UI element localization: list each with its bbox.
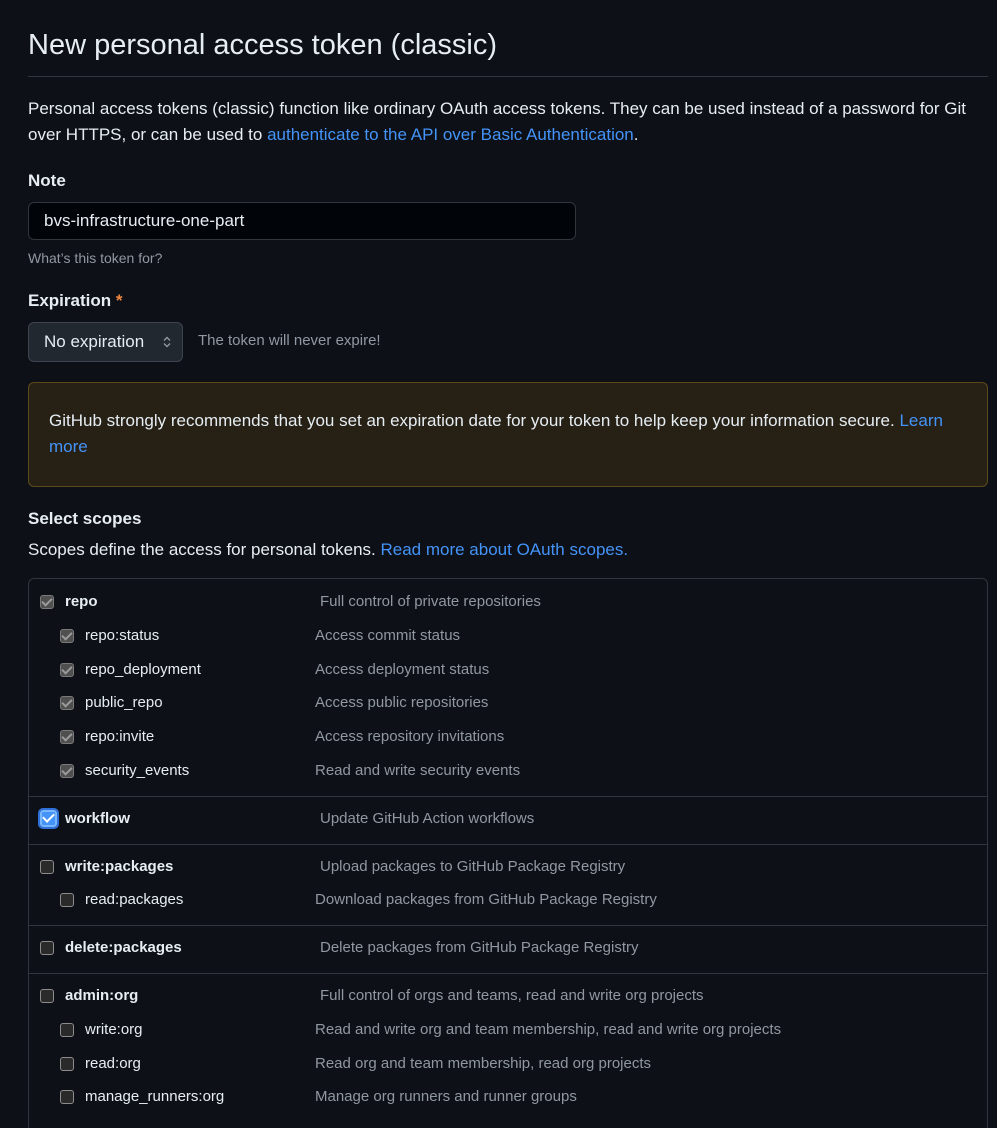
expiration-label: [28, 291, 122, 311]
scope-checkbox[interactable]: [60, 1023, 74, 1037]
scope-description: Read org and team membership, read org projects: [315, 1054, 652, 1072]
scope-name: repo:status: [85, 626, 160, 644]
scope-row-security-events: [29, 760, 987, 784]
title-divider: [28, 76, 988, 77]
scopes-description-text: Scopes define the access for personal tokens.: [28, 540, 381, 559]
scope-description: Download packages from GitHub Package Registry: [315, 891, 657, 909]
required-mark: *: [115, 291, 123, 310]
scope-name: repo_deployment: [85, 660, 201, 678]
scope-row-read-org: [29, 1053, 987, 1077]
expiration-label-text: Expiration: [28, 291, 112, 310]
scope-checkbox[interactable]: [40, 989, 54, 1003]
oauth-scopes-link[interactable]: Read more about OAuth scopes.: [380, 540, 629, 559]
warning-text: GitHub strongly recommends that you set an expiration date for your token to help keep your information secure.: [49, 411, 900, 430]
scope-name: read:packages: [85, 891, 184, 909]
scope-name: repo:invite: [85, 728, 155, 746]
scope-description: Access repository invitations: [315, 728, 505, 746]
scope-checkbox[interactable]: [60, 1090, 74, 1104]
scope-row-public-repo: [29, 692, 987, 716]
scope-name: delete:packages: [65, 939, 182, 957]
scope-checkbox[interactable]: [40, 860, 54, 874]
scope-row-admin-org: [29, 985, 987, 1009]
scope-description: Access public repositories: [315, 694, 489, 712]
expiration-selected-value: No expiration: [44, 332, 145, 351]
scope-row-write-org: [29, 1019, 987, 1043]
scope-checkbox[interactable]: [60, 696, 74, 710]
scope-description: Access deployment status: [315, 660, 490, 678]
scope-row-repo-deployment: [29, 659, 987, 683]
scope-checkbox[interactable]: [40, 941, 54, 955]
learn-more-link[interactable]: Learn more: [49, 411, 943, 456]
scope-group-divider: [29, 925, 987, 926]
expiration-warning: [28, 382, 988, 487]
basic-auth-link[interactable]: authenticate to the API over Basic Authentication: [267, 125, 634, 144]
scope-name: public_repo: [85, 694, 163, 712]
note-label: Note: [28, 171, 66, 190]
scope-name: write:packages: [65, 857, 174, 875]
scope-description: Read and write org and team membership, read and write org projects: [315, 1020, 782, 1038]
scope-checkbox[interactable]: [40, 595, 54, 609]
scope-checkbox[interactable]: [60, 629, 74, 643]
scope-row-workflow: [29, 808, 987, 832]
page-title: New personal access token (classic): [28, 29, 498, 61]
scope-name: write:org: [85, 1020, 143, 1038]
scope-row-manage-runners-org: [29, 1086, 987, 1110]
intro-text: Personal access tokens (classic) function like ordinary OAuth access tokens. They can be used instead of a password for Git over HTTPS, or can be used to: [28, 99, 966, 144]
scope-description: Full control of private repositories: [320, 593, 541, 610]
scope-group-divider: [29, 796, 987, 797]
scopes-heading: Select scopes: [28, 509, 142, 528]
scope-row-delete-packages: [29, 937, 987, 961]
note-hint: What’s this token for?: [28, 250, 163, 266]
scope-checkbox[interactable]: [40, 810, 57, 827]
scope-name: security_events: [85, 762, 190, 779]
scope-row-write-packages: [29, 856, 987, 880]
scope-description: Delete packages from GitHub Package Registry: [320, 939, 639, 957]
scopes-description: [28, 540, 628, 560]
scope-checkbox[interactable]: [60, 1057, 74, 1071]
scope-row-repo: [29, 591, 987, 615]
scope-name: workflow: [65, 809, 131, 827]
scope-description: Read and write security events: [315, 762, 521, 779]
scope-group-divider: [29, 844, 987, 845]
scope-description: Upload packages to GitHub Package Registry: [320, 857, 626, 875]
scope-description: Full control of orgs and teams, read and write org projects: [320, 987, 704, 1004]
scope-group-divider: [29, 973, 987, 974]
scope-name: repo: [65, 593, 98, 610]
expiration-note: The token will never expire!: [198, 332, 381, 349]
scope-row-repo-invite: [29, 726, 987, 750]
scope-checkbox[interactable]: [60, 893, 74, 907]
scope-description: Update GitHub Action workflows: [320, 809, 535, 827]
scope-name: manage_runners:org: [85, 1088, 225, 1106]
scope-description: Access commit status: [315, 626, 461, 644]
scope-checkbox[interactable]: [60, 730, 74, 744]
scope-row-read-packages: [29, 889, 987, 913]
scope-name: admin:org: [65, 987, 139, 1004]
intro-end: .: [633, 125, 639, 144]
expiration-select[interactable]: [28, 322, 183, 362]
select-caret-icon: [163, 336, 171, 348]
note-input[interactable]: [28, 202, 576, 240]
scope-table: [28, 578, 988, 1128]
scope-description: Manage org runners and runner groups: [315, 1088, 577, 1106]
intro-paragraph: [28, 96, 983, 148]
scope-checkbox[interactable]: [60, 663, 74, 677]
scope-checkbox[interactable]: [60, 764, 74, 778]
scope-name: read:org: [85, 1054, 141, 1072]
scope-row-repo-status: [29, 625, 987, 649]
